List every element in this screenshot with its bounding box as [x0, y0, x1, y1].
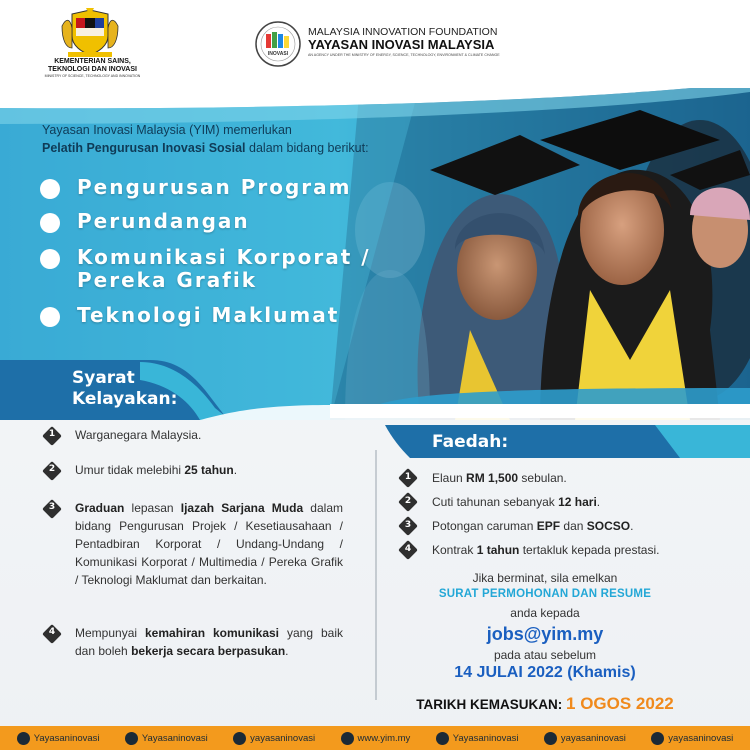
- bullet-icon: [40, 249, 60, 269]
- requirement-text: Warganegara Malaysia.: [75, 428, 202, 442]
- malaysia-crest-icon: [58, 8, 122, 58]
- faedah-title: Faedah:: [432, 432, 509, 452]
- social-label: yayasaninovasi: [560, 732, 626, 744]
- requirement-item: [42, 624, 343, 660]
- field-item: [40, 304, 339, 327]
- header: [0, 0, 750, 88]
- footer-social-bar: [0, 726, 750, 750]
- intro-rest: dalam bidang berikut:: [245, 141, 369, 155]
- web-icon: [341, 732, 354, 745]
- social-website[interactable]: [341, 732, 411, 745]
- social-linkedin[interactable]: [544, 732, 626, 745]
- apply-email[interactable]: jobs@yim.my: [486, 624, 604, 644]
- yim-logo-text: INOVASI: [267, 51, 289, 57]
- field-label-line1: Komunikasi Korporat /: [77, 245, 371, 269]
- benefit-text: Cuti tahunan sebanyak 12 hari.: [432, 495, 601, 509]
- number-badge: 2: [42, 461, 62, 481]
- social-twitter[interactable]: [17, 732, 100, 745]
- number-badge: 2: [398, 492, 418, 512]
- linkedin-icon: [544, 732, 557, 745]
- syarat-title: [72, 368, 177, 410]
- social-twitter-2[interactable]: [436, 732, 519, 745]
- ministry-name: [30, 58, 155, 79]
- social-facebook[interactable]: [125, 732, 208, 745]
- number-badge: 3: [42, 499, 62, 519]
- benefit-text: Kontrak 1 tahun tertakluk kepada prestasi.: [432, 543, 660, 557]
- social-label: Yayasaninovasi: [452, 732, 519, 744]
- social-label: Yayasaninovasi: [33, 732, 100, 744]
- twitter-icon: [436, 732, 449, 745]
- foundation-subtitle: AN AGENCY UNDER THE MINISTRY OF ENERGY, SCIENCE, TECHNOLOGY, ENVIRONMENT & CLIMATE CHANGE: [308, 53, 500, 57]
- requirement-item: [42, 461, 343, 481]
- number-badge: 4: [398, 540, 418, 560]
- benefit-text: Elaun RM 1,500 sebulan.: [432, 471, 567, 485]
- intake-date: 1 OGOS 2022: [566, 694, 674, 713]
- field-label: [77, 246, 371, 292]
- yim-logo-icon: [254, 20, 302, 68]
- requirement-text: Umur tidak melebihi 25 tahun.: [75, 463, 238, 477]
- intro-line2: [42, 141, 369, 155]
- number-badge: 4: [42, 624, 62, 644]
- apply-line1: Jika berminat, sila emelkan: [472, 571, 618, 585]
- foundation-name: [308, 26, 500, 58]
- requirement-text: Graduan lepasan Ijazah Sarjana Muda dalam bidang Pengurusan Projek / Kesetiausahaan / Pentadbiran Korporat / Undang-Undang / Komunikasi Korporat / Multimedia / Pereka Grafik / Teknologi Maklumat dan berkaitan.: [75, 501, 343, 587]
- field-label: Teknologi Maklumat: [77, 303, 340, 327]
- intake-date-line: [380, 694, 710, 714]
- field-item: [40, 210, 250, 233]
- apply-deadline: 14 JULAI 2022 (Khamis): [454, 664, 636, 681]
- bullet-icon: [40, 213, 60, 233]
- social-label: yayasaninovasi: [250, 732, 316, 744]
- benefit-text: Potongan caruman EPF dan SOCSO.: [432, 519, 634, 533]
- tiktok-icon: [651, 732, 664, 745]
- benefit-item: [398, 516, 633, 536]
- foundation-english: MALAYSIA INNOVATION FOUNDATION: [308, 26, 498, 38]
- instagram-icon: [233, 732, 246, 745]
- ministry-line2: TEKNOLOGI DAN INOVASI: [48, 66, 137, 73]
- social-tiktok[interactable]: [651, 732, 733, 745]
- foundation-malay: YAYASAN INOVASI MALAYSIA: [308, 37, 495, 52]
- social-label: yayasaninovasi: [668, 732, 734, 744]
- ministry-line1: KEMENTERIAN SAINS,: [54, 58, 131, 65]
- intake-label: TARIKH KEMASUKAN:: [416, 697, 563, 712]
- requirement-item: [42, 499, 343, 589]
- syarat-title-line2: Kelayakan:: [72, 389, 178, 409]
- intro-line1: Yayasan Inovasi Malaysia (YIM) memerlukan: [42, 123, 292, 137]
- apply-documents: SURAT PERMOHONAN DAN RESUME: [438, 588, 652, 600]
- twitter-icon: [17, 732, 30, 745]
- requirement-item: [42, 426, 343, 446]
- field-item: [40, 246, 371, 292]
- social-label: Yayasaninovasi: [141, 732, 208, 744]
- field-label: Perundangan: [77, 209, 250, 233]
- apply-line3: anda kepada: [510, 606, 580, 620]
- field-label: Pengurusan Program: [77, 175, 352, 199]
- requirement-text: Mempunyai kemahiran komunikasi yang baik dan boleh bekerja secara berpasukan.: [75, 626, 343, 658]
- social-label: www.yim.my: [357, 732, 411, 744]
- benefit-item: [398, 468, 567, 488]
- benefit-item: [398, 540, 659, 560]
- apply-line4: pada atau sebelum: [493, 648, 597, 662]
- ministry-english: MINISTRY OF SCIENCE, TECHNOLOGY AND INNOVATION: [44, 74, 141, 78]
- number-badge: 3: [398, 516, 418, 536]
- bullet-icon: [40, 307, 60, 327]
- field-label-line2: Pereka Grafik: [77, 268, 258, 292]
- syarat-title-line1: Syarat: [72, 368, 135, 388]
- number-badge: 1: [42, 426, 62, 446]
- field-item: [40, 176, 352, 199]
- social-instagram[interactable]: [233, 732, 315, 745]
- number-badge: 1: [398, 468, 418, 488]
- intro-bold: Pelatih Pengurusan Inovasi Sosial: [42, 141, 246, 155]
- facebook-icon: [125, 732, 138, 745]
- benefit-item: [398, 492, 600, 512]
- bullet-icon: [40, 179, 60, 199]
